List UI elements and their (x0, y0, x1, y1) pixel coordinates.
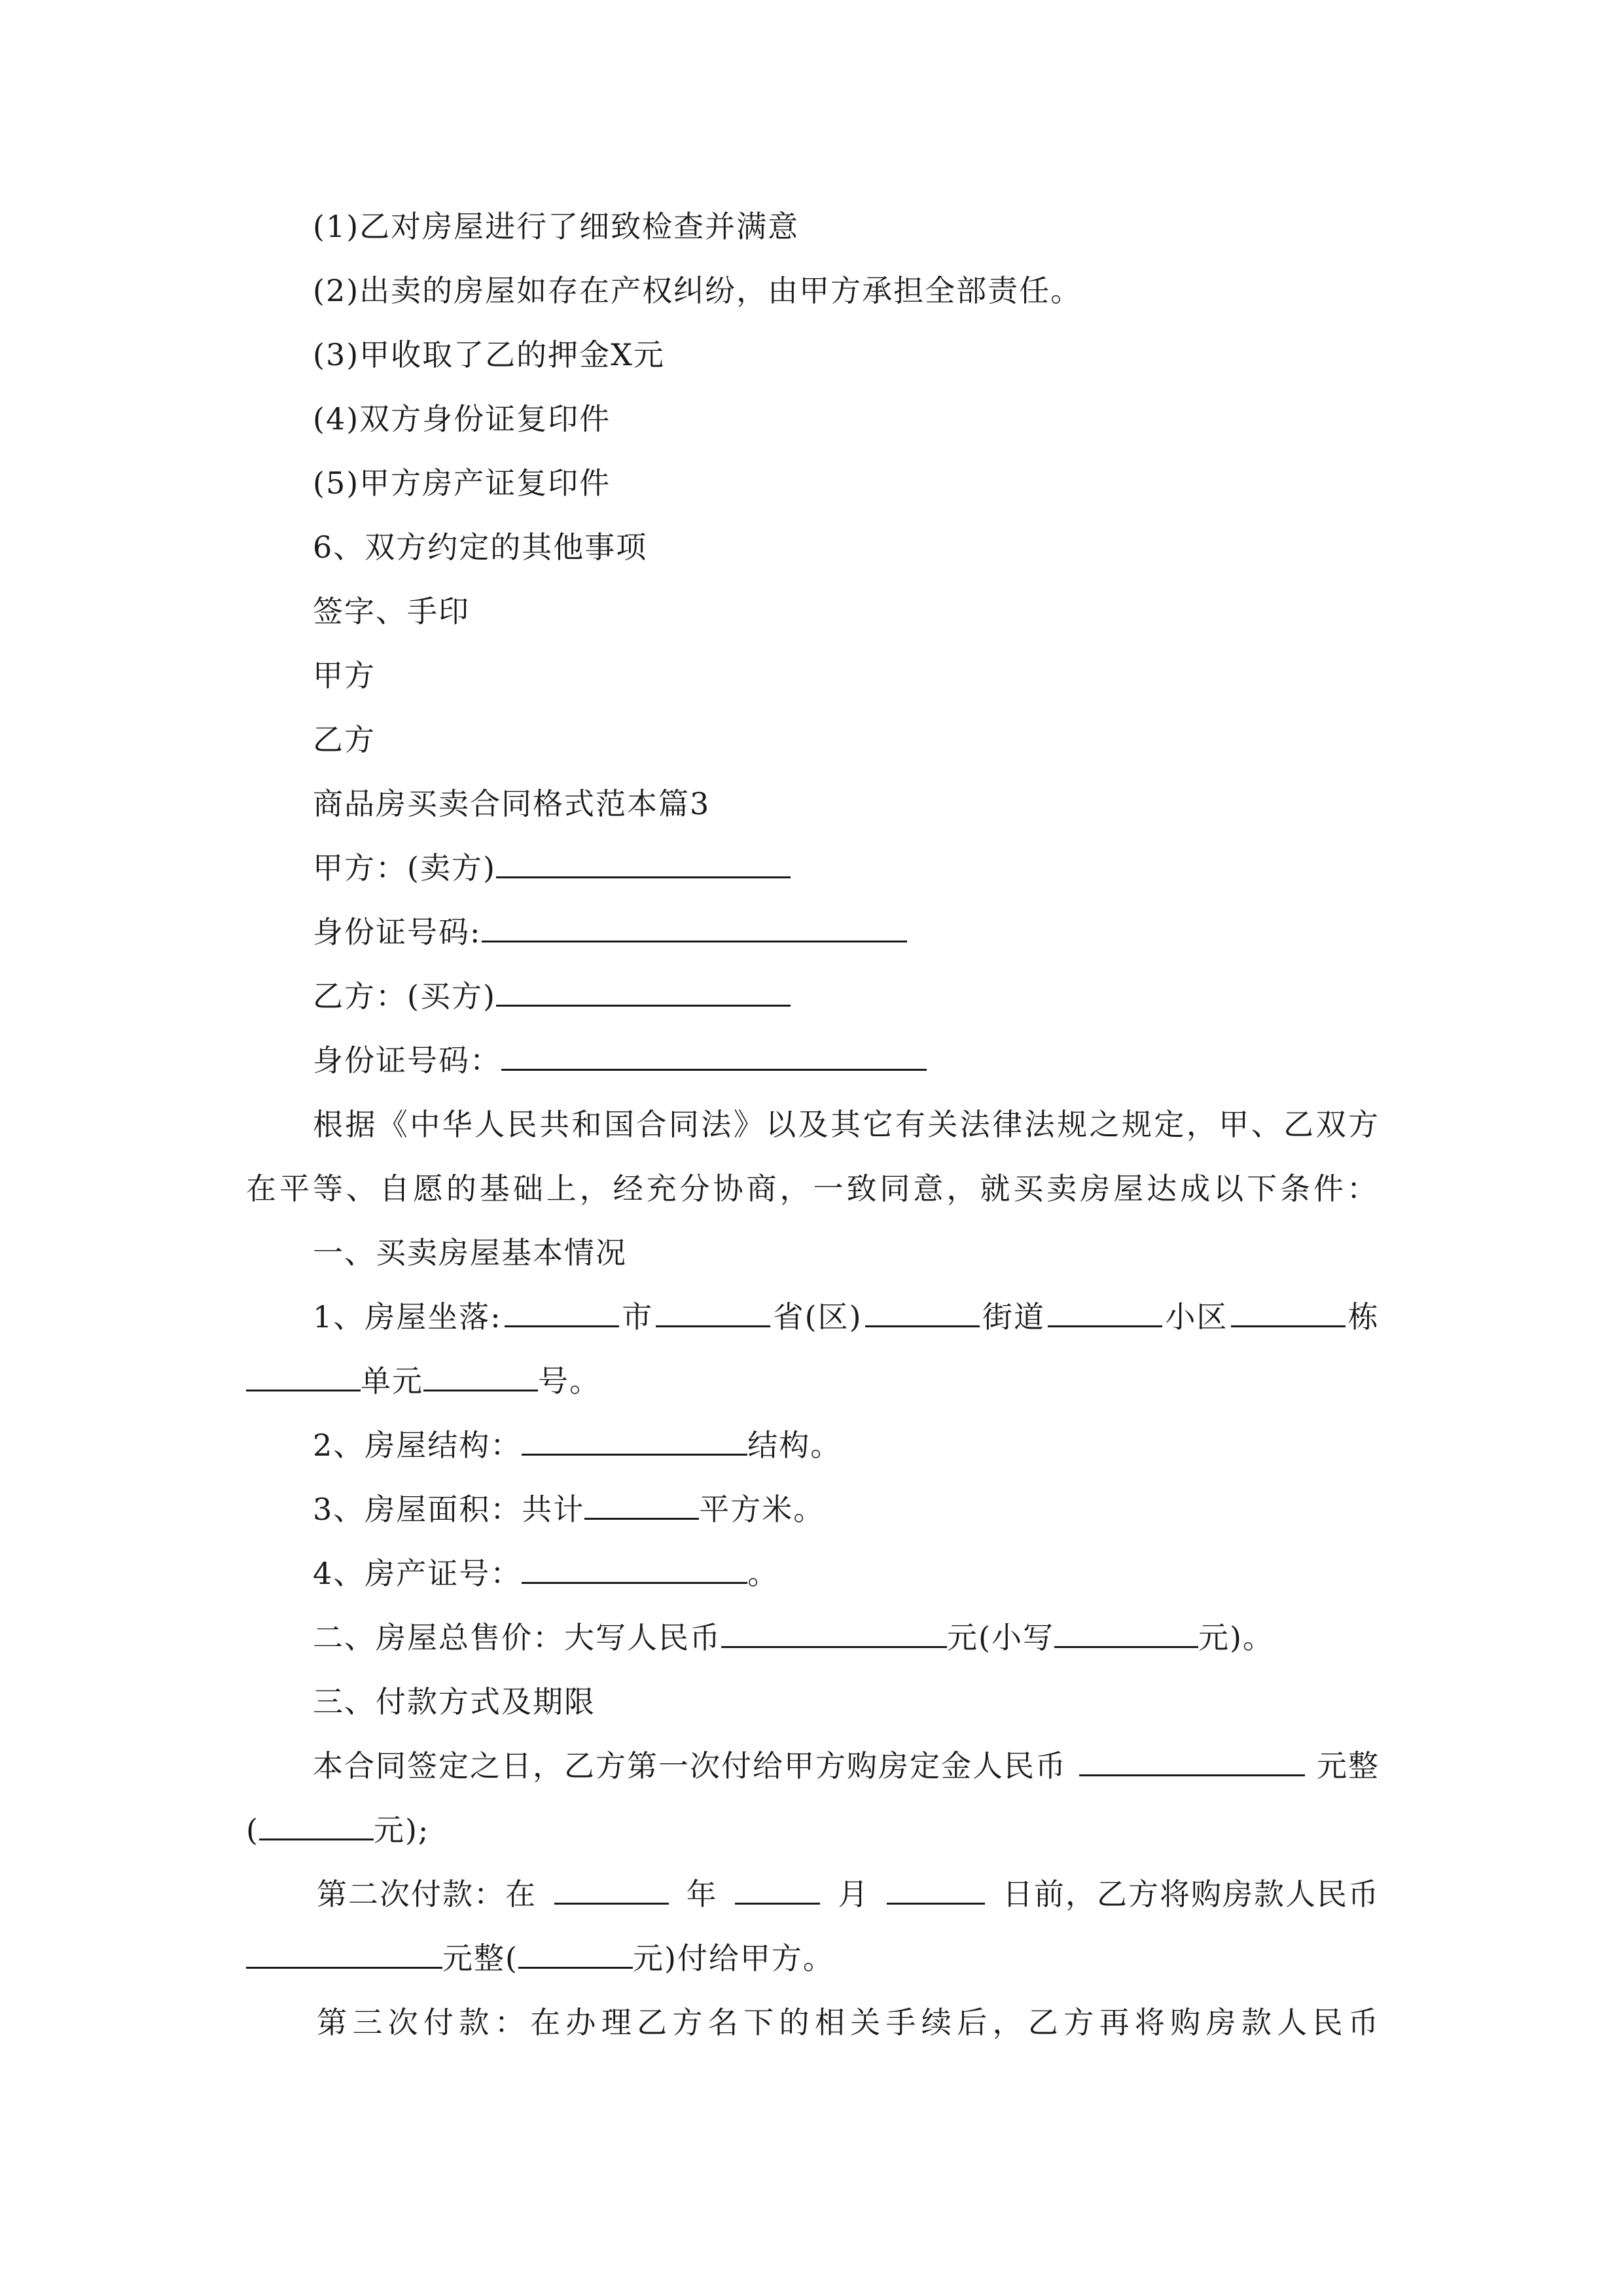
payment1-open-paren: ( (246, 1812, 259, 1848)
month-label: 月 (838, 1876, 870, 1912)
payment1-row-2 (246, 1800, 1385, 1860)
buyer-row (313, 966, 1386, 1026)
community-label: 小区 (1165, 1299, 1228, 1335)
seller-id-blank[interactable] (482, 903, 907, 942)
seller-row (313, 838, 1386, 898)
payment2-suffix: 元)付给甲方。 (632, 1941, 834, 1976)
area-row (313, 1479, 1386, 1539)
s1-title: 一、买卖房屋基本情况 (313, 1235, 627, 1270)
unit-label: 单元 (361, 1363, 423, 1399)
buyer-label: 乙方：(买方) (313, 978, 496, 1014)
location-label: 1、房屋坐落: (313, 1299, 502, 1335)
cert-suffix: 。 (747, 1556, 779, 1591)
s3-title: 三、付款方式及期限 (313, 1684, 596, 1719)
province-label: 省(区) (773, 1299, 863, 1335)
city-label: 市 (622, 1299, 654, 1335)
building-label: 栋 (1347, 1299, 1380, 1335)
signature-label: 签字、手印 (313, 594, 470, 629)
price-row (313, 1607, 1386, 1668)
payment2-row (317, 1864, 1380, 1924)
payment2-text: 日前，乙方将购房款人民币 (1002, 1876, 1380, 1912)
buyer-id-blank[interactable] (501, 1031, 927, 1071)
structure-label: 2、房屋结构： (313, 1427, 522, 1463)
payment2-amount-blank[interactable] (246, 1929, 442, 1969)
number-blank[interactable] (423, 1352, 538, 1391)
street-label: 街道 (982, 1299, 1045, 1335)
seller-id-label: 身份证号码: (313, 914, 482, 950)
payment2-mid: 元整( (442, 1941, 518, 1976)
payment1-text: 本合同签定之日，乙方第一次付给甲方购房定金人民币 (313, 1748, 1067, 1784)
payment3-row: 第三次付款：在办理乙方名下的相关手续后，乙方再将购房款人民币 (317, 2005, 1380, 2040)
payment1-row (313, 1736, 1380, 1796)
seller-label: 甲方：(卖方) (313, 850, 496, 886)
structure-blank[interactable] (522, 1416, 747, 1456)
number-label: 号。 (538, 1363, 601, 1399)
payment1-close: 元); (373, 1812, 430, 1848)
section-title: 商品房买卖合同格式范本篇3 (313, 786, 711, 821)
price-lower-blank[interactable] (1054, 1608, 1198, 1648)
payment2-lower-blank[interactable] (518, 1929, 633, 1969)
payment2-label: 第二次付款：在 (317, 1876, 537, 1912)
building-blank[interactable] (1231, 1287, 1346, 1327)
price-label: 二、房屋总售价：大写人民币 (313, 1620, 721, 1655)
structure-row (313, 1415, 1386, 1475)
area-suffix: 平方米。 (699, 1492, 825, 1527)
day-blank[interactable] (887, 1865, 985, 1905)
buyer-id-row (313, 1030, 1386, 1090)
preamble-line-1: 根据《中华人民共和国合同法》以及其它有关法律法规之规定，甲、乙双方 (313, 1107, 1380, 1142)
payment2-row-2 (246, 1928, 1385, 1988)
cert-label: 4、房产证号： (313, 1556, 522, 1591)
area-blank[interactable] (584, 1480, 699, 1520)
province-blank[interactable] (656, 1287, 770, 1327)
item-2: (2)出卖的房屋如存在产权纠纷，由甲方承担全部责任。 (313, 273, 1082, 308)
seller-blank[interactable] (496, 838, 791, 878)
location-row-2 (246, 1351, 1385, 1411)
area-label: 3、房屋面积：共计 (313, 1492, 585, 1527)
party-b-label: 乙方 (313, 722, 376, 757)
unit-blank[interactable] (246, 1352, 361, 1391)
price-mid: 元(小写 (947, 1620, 1054, 1655)
item-5: (5)甲方房产证复印件 (313, 465, 611, 501)
cert-blank[interactable] (522, 1544, 747, 1584)
item-4: (4)双方身份证复印件 (313, 401, 611, 437)
deposit-lower-blank[interactable] (259, 1801, 374, 1840)
item-3: (3)甲收取了乙的押金X元 (313, 337, 665, 372)
party-a-label: 甲方 (313, 658, 376, 693)
seller-id-row (313, 902, 1386, 962)
deposit-blank[interactable] (1079, 1736, 1305, 1776)
year-label: 年 (686, 1876, 718, 1912)
buyer-id-label: 身份证号码： (313, 1043, 501, 1078)
cert-row (313, 1543, 1386, 1604)
month-blank[interactable] (735, 1865, 820, 1905)
street-blank[interactable] (865, 1287, 980, 1327)
structure-suffix: 结构。 (747, 1427, 842, 1463)
other-matters: 6、双方约定的其他事项 (313, 529, 648, 565)
year-blank[interactable] (554, 1865, 669, 1905)
buyer-blank[interactable] (496, 967, 791, 1007)
price-upper-blank[interactable] (721, 1608, 947, 1648)
item-1: (1)乙对房屋进行了细致检查并满意 (313, 209, 800, 244)
location-row (313, 1287, 1380, 1347)
community-blank[interactable] (1048, 1287, 1162, 1327)
payment1-suffix: 元整 (1317, 1748, 1380, 1784)
price-suffix: 元)。 (1198, 1620, 1274, 1655)
preamble-line-2: 在平等、自愿的基础上，经充分协商，一致同意，就买卖房屋达成以下条件： (246, 1171, 1378, 1206)
city-blank[interactable] (505, 1287, 619, 1327)
